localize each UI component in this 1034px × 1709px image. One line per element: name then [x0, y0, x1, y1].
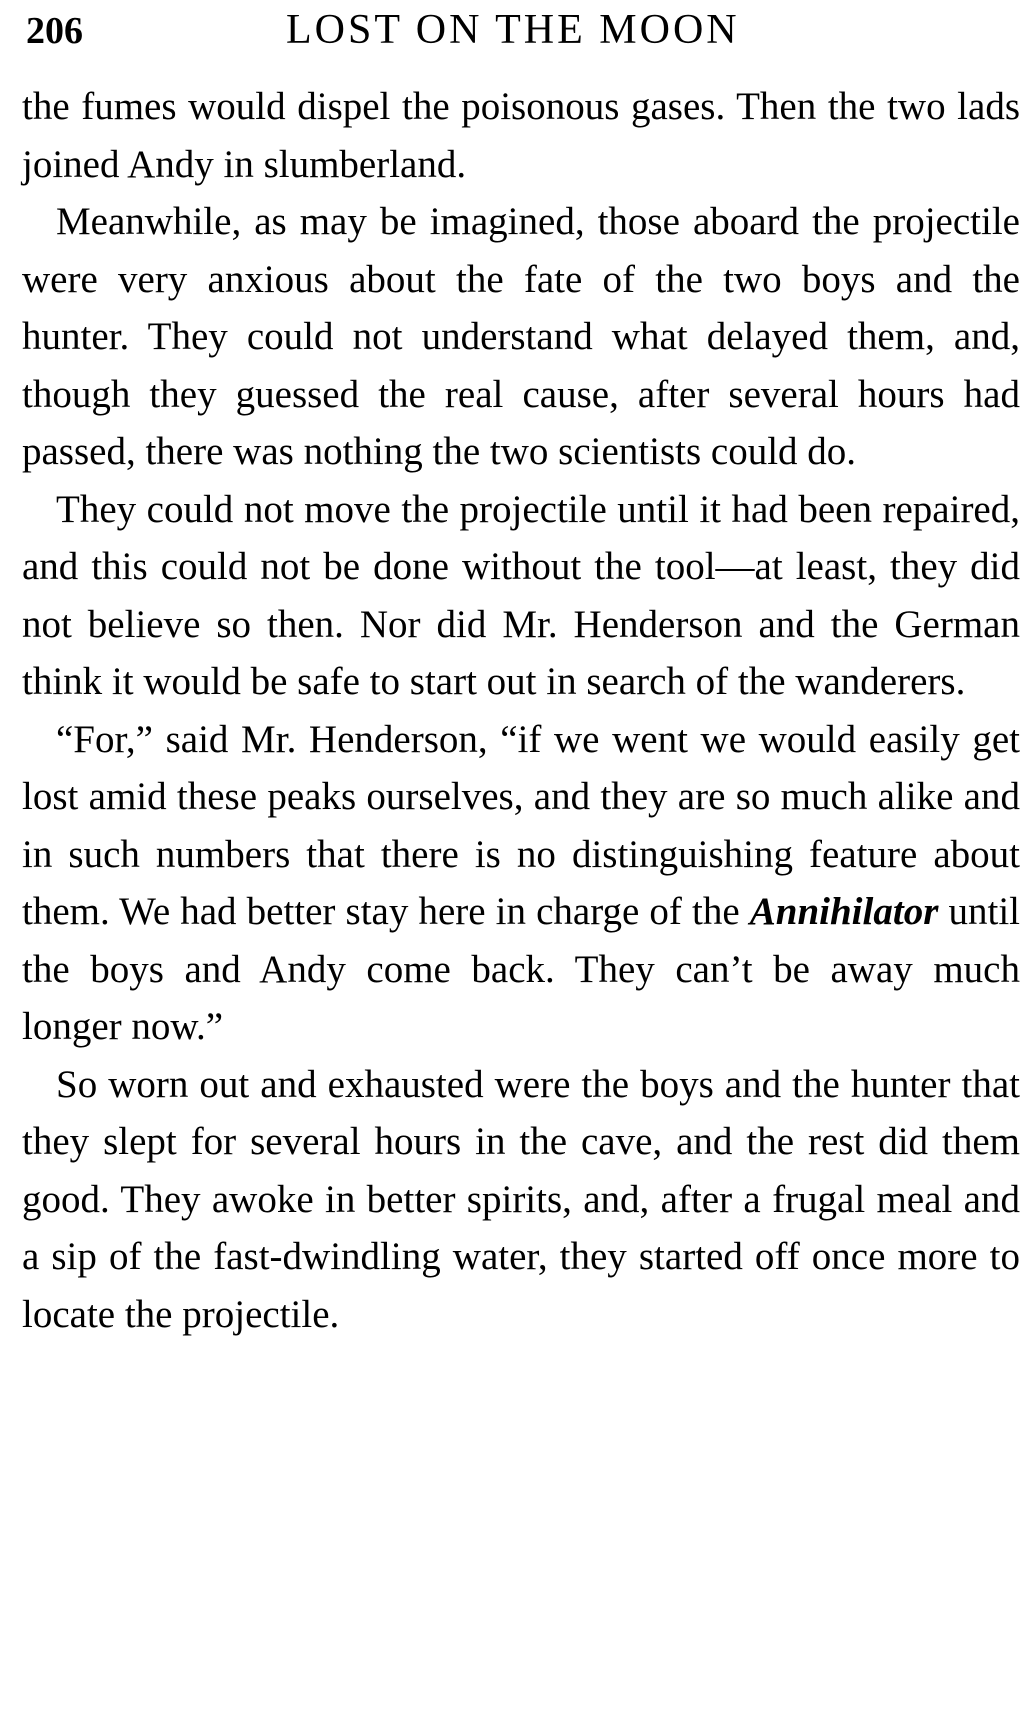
page-number: 206 [26, 10, 83, 52]
paragraph-1: the fumes would dispel the poisonous gases. Then the two lads joined Andy in slumberland. [22, 85, 1020, 186]
paragraph-4 [22, 711, 1020, 1056]
paragraph-4-after: until the boys and Andy come back. They can’t be away much longer now.” [22, 890, 1020, 1048]
paragraph-2: Meanwhile, as may be imagined, those aboard the projectile were very anxious about the fate of the two boys and the hunter. They could not understand what delayed them, and, though they guessed the real cause, after several hours had passed, there was nothing the two scientists could do. [22, 200, 1020, 473]
running-title: LOST ON THE MOON [286, 7, 740, 53]
paragraph-3: They could not move the projectile until it had been repaired, and this could not be done without the tool—at least, they did not believe so then. Nor did Mr. Henderson and the German think it would be safe to start out in search of the wanderers. [22, 487, 1020, 703]
paragraph-5: So worn out and exhausted were the boys and the hunter that they slept for several hours in the cave, and the rest did them good. They awoke in better spirits, and, after a frugal meal and a sip of the fast-dwindling water, they started off once more to locate the projectile. [22, 1062, 1020, 1336]
ship-name-italic: Annihilator [749, 890, 939, 933]
running-head [22, 0, 1020, 80]
body-text [22, 78, 1020, 1343]
paragraph-4-before: “For,” said Mr. Henderson, “if we went we would easily get lost amid these peaks ourselves, and they are so much alike and in such numbers that there is no distinguishing feature about them. We had better stay here in charge of the [22, 717, 1020, 933]
